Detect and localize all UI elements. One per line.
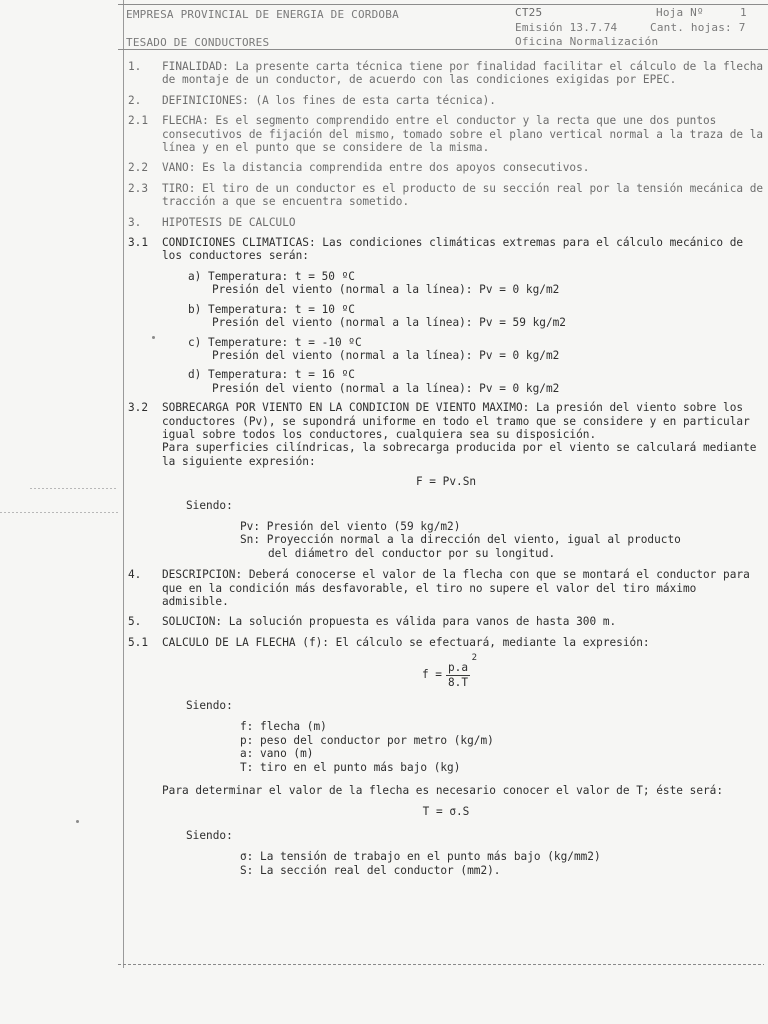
section-text: CALCULO DE LA FLECHA (f): El cálculo se efectuará, mediante la expresión: bbox=[162, 635, 650, 649]
condition-c bbox=[128, 336, 764, 363]
emision: Emisión 13.7.74 bbox=[515, 21, 618, 34]
section-text-2: Para superficies cilíndricas, la sobrecarga producida por el viento se calculará mediante la siguiente expresión: bbox=[162, 441, 757, 468]
doc-code: CT25 bbox=[515, 6, 543, 19]
hoja-value: 1 bbox=[740, 6, 747, 19]
formula-tension: T = σ.S bbox=[422, 805, 470, 819]
condition-wind: Presión del viento (normal a la línea): Pv = 0 kg/m2 bbox=[212, 348, 560, 362]
section-number: 3.2 bbox=[128, 401, 149, 415]
condition-label: d) Temperatura: t = 16 ºC bbox=[188, 368, 355, 382]
section-5-1 bbox=[128, 636, 764, 649]
section-number: 4. bbox=[128, 568, 142, 582]
section-number: 3. bbox=[128, 215, 142, 229]
definition: p: peso del conductor por metro (kg/m) bbox=[240, 733, 494, 747]
section-text: FINALIDAD: La presente carta técnica tiene por finalidad facilitar el cálculo de la flecha de montaje de un conductor, de acuerdo con las condiciones exigidas por EPEC. bbox=[162, 60, 764, 87]
section-number: 3.1 bbox=[128, 236, 149, 250]
section-number: 2.3 bbox=[128, 181, 149, 195]
formula-lhs: f = bbox=[421, 668, 442, 682]
formula-wind-load: F = Pv.Sn bbox=[415, 475, 477, 489]
section-3-2 bbox=[128, 401, 764, 468]
paragraph: Para determinar el valor de la flecha es necesario conocer el valor de T; éste será: bbox=[162, 784, 724, 798]
section-text: DESCRIPCION: Deberá conocerse el valor de la flecha con que se montará el conductor para que en la condición más desfavorable, el tiro no supere el valor del tiro máximo admisible. bbox=[162, 568, 750, 608]
section-text: CONDICIONES CLIMATICAS: Las condiciones climáticas extremas para el cálculo mecánico de los conductores serán: bbox=[162, 236, 744, 263]
definition: a: vano (m) bbox=[240, 747, 314, 761]
definition: S: La sección real del conductor (mm2). bbox=[240, 863, 501, 877]
exponent: 2 bbox=[471, 653, 478, 664]
definition: Sn: Proyección normal a la dirección del viento, igual al producto bbox=[240, 533, 681, 547]
condition-d bbox=[128, 368, 764, 395]
section-3-1 bbox=[128, 236, 764, 263]
section-text: DEFINICIONES: (A los fines de esta carta técnica). bbox=[162, 93, 496, 107]
margin-line bbox=[123, 0, 124, 968]
formula-sag bbox=[128, 653, 764, 689]
section-2-1 bbox=[128, 114, 764, 154]
definition: σ: La tensión de trabajo en el punto más bajo (kg/mm2) bbox=[240, 850, 601, 864]
hoja-label: Hoja Nº bbox=[656, 6, 704, 19]
section-number: 2.1 bbox=[128, 114, 149, 128]
condition-a bbox=[128, 270, 764, 297]
fraction-denominator: 8.T bbox=[448, 675, 469, 689]
condition-label: c) Temperature: t = -10 ºC bbox=[188, 335, 362, 349]
section-number: 2. bbox=[128, 93, 142, 107]
top-rule bbox=[118, 4, 768, 5]
section-2 bbox=[128, 94, 764, 107]
condition-label: b) Temperatura: t = 10 ºC bbox=[188, 302, 355, 316]
section-number: 2.2 bbox=[128, 161, 149, 175]
section-4 bbox=[128, 568, 764, 608]
margin-dot bbox=[76, 820, 79, 823]
siendo-label: Siendo: bbox=[186, 828, 233, 842]
siendo-label: Siendo: bbox=[186, 699, 233, 713]
section-text: HIPOTESIS DE CALCULO bbox=[162, 215, 296, 229]
margin-mark bbox=[0, 512, 118, 513]
section-text: SOBRECARGA POR VIENTO EN LA CONDICION DE VIENTO MAXIMO: La presión del viento sobre los conductores (Pv), se supondrá uniforme en todo el tramo que se considere y en particular igual sobre todos los conductores, cualquiera sea su disposición. bbox=[162, 401, 750, 441]
section-2-2 bbox=[128, 161, 764, 174]
oficina: Oficina Normalización bbox=[515, 35, 659, 48]
section-text: VANO: Es la distancia comprendida entre dos apoyos consecutivos. bbox=[162, 161, 590, 175]
margin-mark bbox=[30, 488, 118, 489]
fraction bbox=[446, 653, 478, 689]
definition: del diámetro del conductor por su longitud. bbox=[268, 546, 556, 560]
condition-label: a) Temperatura: t = 50 ºC bbox=[188, 269, 355, 283]
cant-hojas: Cant. hojas: 7 bbox=[650, 21, 746, 34]
bottom-rule bbox=[118, 964, 764, 965]
section-text: SOLUCION: La solución propuesta es válida para vanos de hasta 300 m. bbox=[162, 615, 617, 629]
condition-wind: Presión del viento (normal a la línea): Pv = 0 kg/m2 bbox=[212, 381, 560, 395]
section-1 bbox=[128, 60, 764, 87]
section-5 bbox=[128, 615, 764, 628]
definition: Pv: Presión del viento (59 kg/m2) bbox=[240, 519, 461, 533]
section-3 bbox=[128, 216, 764, 229]
condition-wind: Presión del viento (normal a la línea): Pv = 59 kg/m2 bbox=[212, 316, 566, 330]
document-body bbox=[128, 60, 764, 877]
section-text: FLECHA: Es el segmento comprendido entre el conductor y la recta que une dos puntos consecutivos de fijación del mismo, tomado sobre el plano vertical normal a la traza de la línea y en el punto que se considere de la misma. bbox=[162, 114, 764, 155]
section-2-3 bbox=[128, 182, 764, 209]
definition: f: flecha (m) bbox=[240, 720, 327, 734]
header-rule bbox=[118, 49, 768, 50]
section-text: TIRO: El tiro de un conductor es el producto de su sección real por la tensión mecánica de tracción a que se encuentra sometido. bbox=[162, 181, 764, 209]
condition-wind: Presión del viento (normal a la línea): Pv = 0 kg/m2 bbox=[212, 283, 560, 297]
condition-b bbox=[128, 303, 764, 330]
siendo-label: Siendo: bbox=[186, 498, 233, 512]
definition: T: tiro en el punto más bajo (kg) bbox=[240, 760, 461, 774]
section-number: 5.1 bbox=[128, 635, 149, 649]
company-name: EMPRESA PROVINCIAL DE ENERGIA DE CORDOBA bbox=[126, 8, 399, 21]
section-number: 5. bbox=[128, 615, 142, 629]
doc-title: TESADO DE CONDUCTORES bbox=[126, 36, 270, 49]
section-number: 1. bbox=[128, 60, 142, 73]
fraction-numerator: p.a bbox=[448, 661, 469, 675]
